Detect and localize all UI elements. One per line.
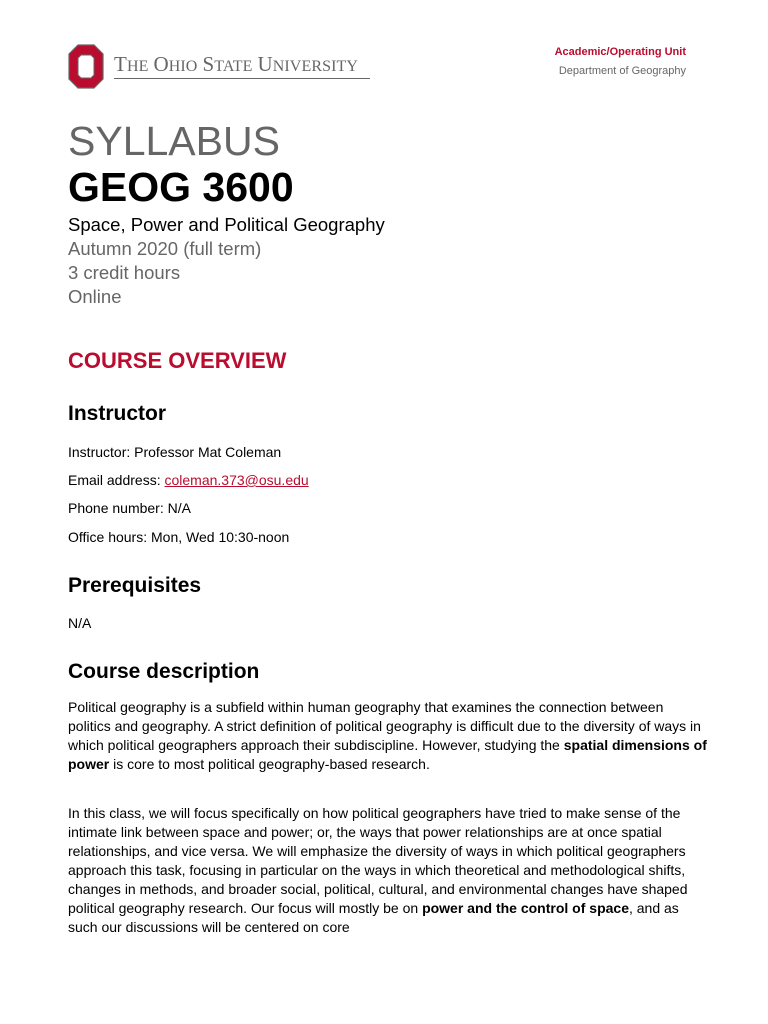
desc-p1-text-2: is core to most political geography-based research. [109, 756, 430, 772]
office-hours-value: Mon, Wed 10:30-noon [151, 529, 290, 545]
course-mode: Online [68, 286, 122, 307]
office-hours-label: Office hours: [68, 529, 148, 545]
desc-p1-text-1: Political geography is a subfield within human geography that examines the connection between politics and geography. A strict definition of political geography is difficult due to the diversity of ways in which political geographers approach their subdiscipline. However, studying the [68, 699, 701, 753]
course-description-heading: Course description [68, 660, 260, 683]
ohio-state-block-o-logo [68, 44, 104, 89]
course-code: GEOG 3600 [68, 164, 294, 210]
course-credits: 3 credit hours [68, 262, 181, 283]
unit-name: Department of Geography [558, 65, 686, 77]
document-type: SYLLABUS [68, 118, 280, 164]
course-term: Autumn 2020 (full term) [68, 238, 262, 259]
phone-label: Phone number: [68, 500, 164, 516]
desc-p2-text-2: , and as such our discussions will be centered on core [68, 900, 679, 935]
instructor-name-line [68, 443, 281, 461]
desc-p1-bold: spatial dimensions of power [68, 737, 707, 772]
university-name: THE OHIO STATE UNIVERSITY [114, 52, 359, 76]
office-hours-line [68, 528, 289, 546]
description-paragraph-2 [68, 804, 708, 937]
unit-label: Academic/Operating Unit [554, 46, 686, 58]
prerequisites-heading: Prerequisites [68, 574, 202, 597]
email-label: Email address: [68, 472, 161, 488]
desc-p2-bold: power and the control of space [422, 900, 629, 916]
instructor-name: Professor Mat Coleman [134, 444, 282, 460]
phone-value: N/A [167, 500, 191, 516]
prerequisites-text: N/A [68, 615, 92, 631]
phone-line [68, 499, 191, 517]
desc-p2-text-1: In this class, we will focus specifically on how political geographers have tried to make sense of the intimate link between space and power; or, the ways that power relationships are at once spatial relationships, and vice versa. We will emphasize the diversity of ways in which political geographers approach this task, focusing in particular on the ways in which theoretical and methodological shifts, changes in methods, and broader social, political, cultural, and environmental changes have shaped political geography research. Our focus will mostly be on [68, 805, 688, 916]
course-title: Space, Power and Political Geography [68, 214, 385, 235]
email-line [68, 471, 309, 489]
university-name-rule [114, 78, 370, 79]
email-link[interactable]: coleman.373@osu.edu [164, 472, 309, 488]
description-paragraph-1 [68, 698, 708, 774]
instructor-heading: Instructor [68, 402, 167, 425]
instructor-name-label: Instructor: [68, 444, 131, 460]
course-overview-heading: COURSE OVERVIEW [68, 348, 287, 373]
